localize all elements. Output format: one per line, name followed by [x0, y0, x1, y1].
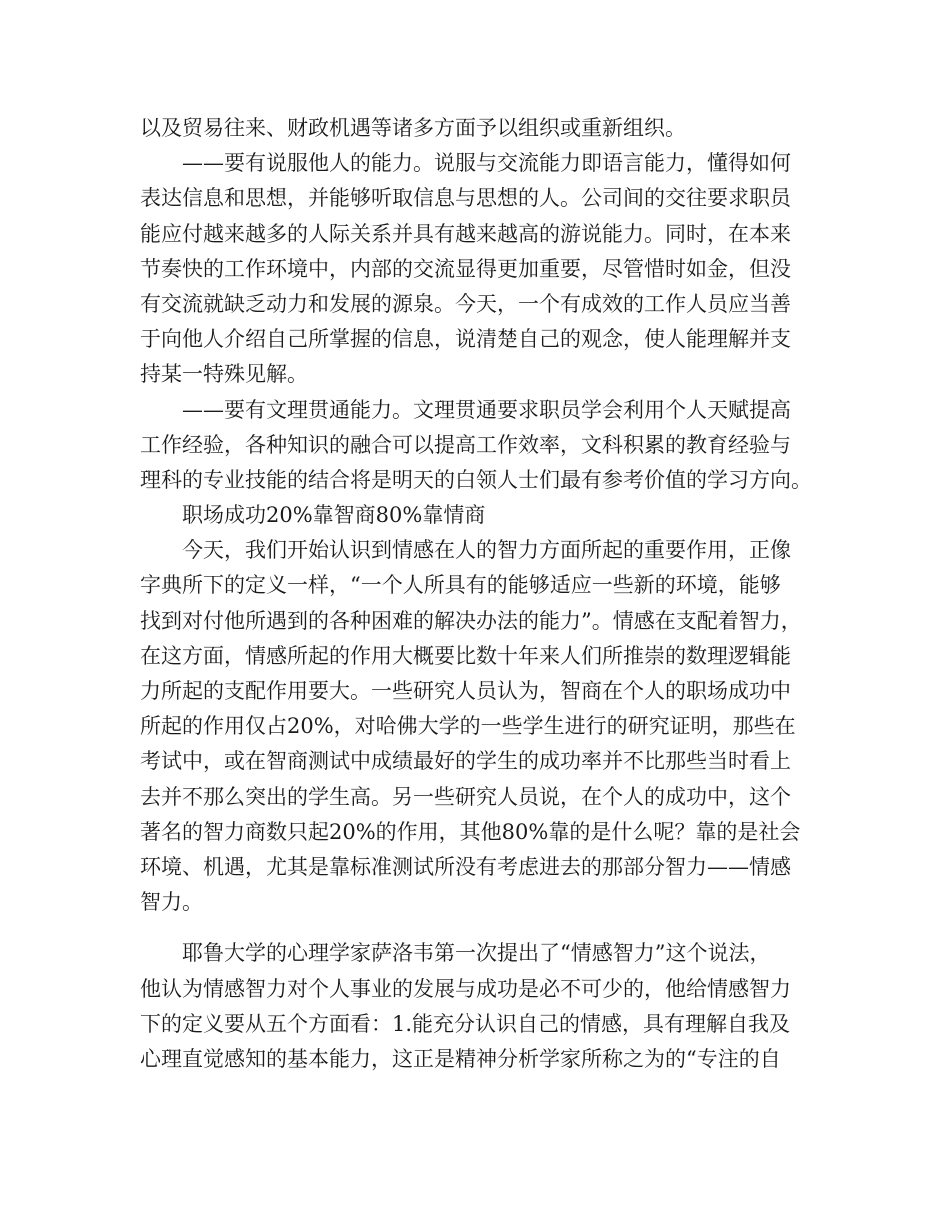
text-line: 工作经验，各种知识的融合可以提高工作效率，文科积累的教育经验与 [140, 432, 791, 457]
text-line: ——要有说服他人的能力。说服与交流能力即语言能力，懂得如何 [182, 151, 791, 176]
paragraph-gap [140, 920, 820, 936]
document-page [140, 111, 820, 1077]
text-line: 能应付越来越多的人际关系并具有越来越高的游说能力。同时，在本来 [140, 221, 791, 246]
text-line: 环境、机遇，尤其是靠标准测试所没有考虑进去的那部分智力——情感 [140, 854, 791, 879]
text-line: 节奏快的工作环境中，内部的交流显得更加重要，尽管惜时如金，但没 [140, 256, 791, 281]
text-line: 下的定义要从五个方面看：1.能充分认识自己的情感，具有理解自我及 [140, 1011, 791, 1036]
text-line: 心理直觉感知的基本能力，这正是精神分析学家所称之为的“专注的自 [140, 1046, 781, 1071]
text-line: 去并不那么突出的学生高。另一些研究人员说，在个人的成功中，这个 [140, 784, 791, 809]
text-line: 智力。 [140, 890, 203, 915]
text-line: 于向他人介绍自己所掌握的信息，说清楚自己的观念，使人能理解并支 [140, 327, 791, 352]
text-line: 著名的智力商数只起20%的作用，其他80%靠的是什么呢？靠的是社会 [140, 819, 801, 844]
text-line: 耶鲁大学的心理学家萨洛韦第一次提出了“情感智力”这个说法， [182, 941, 771, 966]
text-line: 理科的专业技能的结合将是明天的白领人士们最有参考价值的学习方向。 [140, 467, 812, 492]
text-line: 以及贸易往来、财政机遇等诸多方面予以组织或重新组织。 [140, 116, 686, 140]
text-line: 表达信息和思想，并能够听取信息与思想的人。公司间的交往要求职员 [140, 186, 791, 211]
text-line: 力所起的支配作用要大。一些研究人员认为，智商在个人的职场成功中 [140, 679, 791, 703]
text-line: ——要有文理贯通能力。文理贯通要求职员学会利用个人天赋提高 [182, 397, 791, 422]
text-line: 找到对付他所遇到的各种困难的解决办法的能力”。情感在支配着智力， [140, 608, 802, 633]
text-line: 在这方面，情感所起的作用大概要比数十年来人们所推崇的数理逻辑能 [140, 643, 791, 668]
text-line: 持某一特殊见解。 [140, 362, 308, 387]
text-line: 字典所下的定义一样，“一个人所具有的能够适应一些新的环境，能够 [140, 573, 781, 598]
text-line: 所起的作用仅占20%，对哈佛大学的一些学生进行的研究证明，那些在 [140, 714, 796, 739]
text-line: 考试中，或在智商测试中成绩最好的学生的成功率并不比那些当时看上 [140, 749, 791, 774]
text-line: 他认为情感智力对个人事业的发展与成功是必不可少的，他给情感智力 [140, 976, 791, 1001]
text-line: 有交流就缺乏动力和发展的源泉。今天，一个有成效的工作人员应当善 [140, 291, 791, 316]
text-line: 职场成功20%靠智商80%靠情商 [182, 503, 486, 528]
text-line: 今天，我们开始认识到情感在人的智力方面所起的重要作用，正像 [182, 538, 791, 563]
